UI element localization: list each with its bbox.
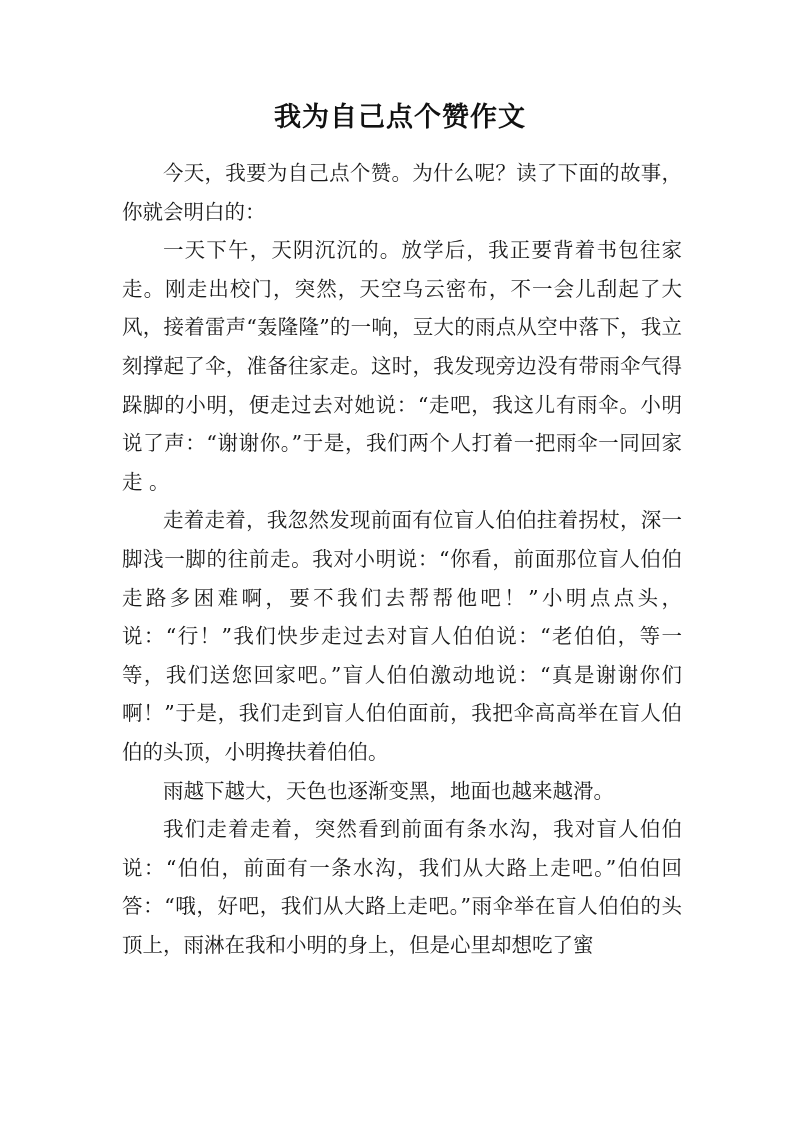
paragraph-blind-uncle: 走着走着，我忽然发现前面有位盲人伯伯拄着拐杖，深一脚浅一脚的往前走。我对小明说：“你看，前面那位盲人伯伯走路多困难啊，要不我们去帮帮他吧！”小明点点头，说：“行！”我们快步走过去对盲人伯伯说：“老伯伯，等一等，我们送您回家吧。”盲人伯伯激动地说：“真是谢谢你们啊！”于是，我们走到盲人伯伯面前，我把伞高高举在盲人伯伯的头顶，小明搀扶着伯伯。 xyxy=(122,508,682,764)
paragraph-rain-heavier: 雨越下越大，天色也逐渐变黑，地面也越来越滑。 xyxy=(163,778,614,803)
document-body xyxy=(122,154,682,964)
paragraph-intro: 今天，我要为自己点个赞。为什么呢？读了下面的故事，你就会明白的： xyxy=(122,161,682,224)
paragraph-ditch: 我们走着走着，突然看到前面有条水沟，我对盲人伯伯说：“伯伯，前面有一条水沟，我们从大路上走吧。”伯伯回答：“哦，好吧，我们从大路上走吧。”雨伞举在盲人伯伯的头顶上，雨淋在我和小明的身上，但是心里却想吃了蜜 xyxy=(122,817,682,957)
paragraph-rainy-afternoon: 一天下午，天阴沉沉的。放学后，我正要背着书包往家走。刚走出校门，突然，天空乌云密布，不一会儿刮起了大风，接着雷声“轰隆隆”的一响，豆大的雨点从空中落下，我立刻撑起了伞，准备往家走。这时，我发现旁边没有带雨伞气得跺脚的小明，便走过去对她说：“走吧，我这儿有雨伞。小明说了声：“谢谢你。”于是，我们两个人打着一把雨伞一同回家走 。 xyxy=(122,238,682,494)
document-title: 我为自己点个赞作文 xyxy=(274,102,526,133)
